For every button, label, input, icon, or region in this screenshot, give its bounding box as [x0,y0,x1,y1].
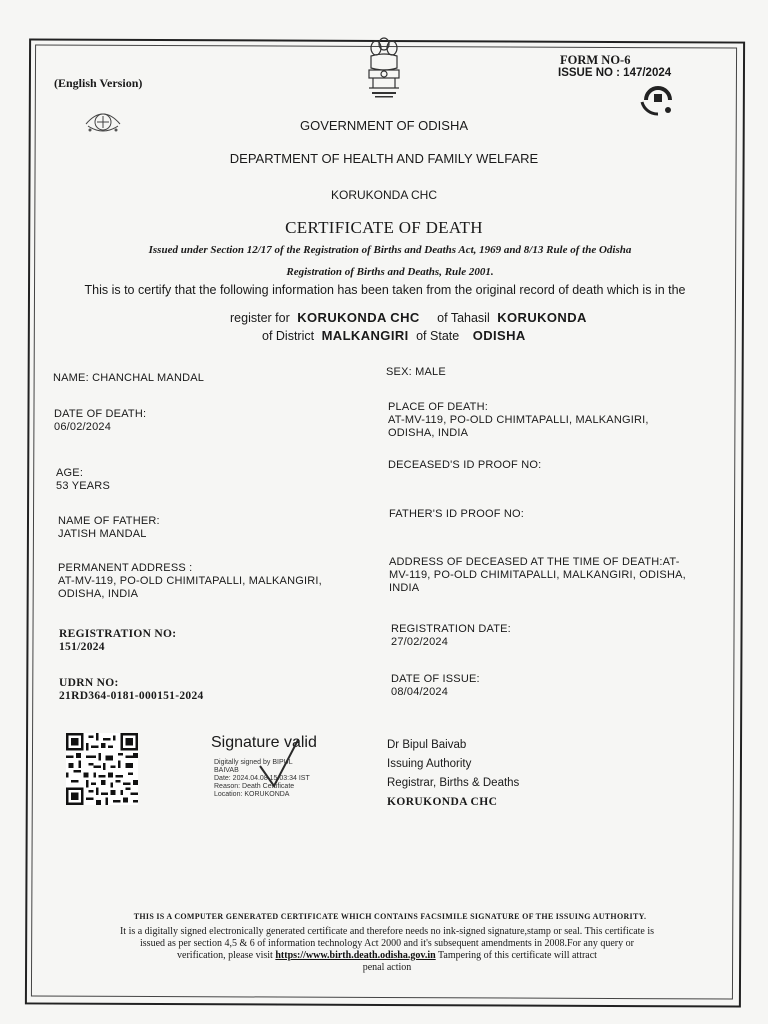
footer-line4: penal action [362,962,412,973]
registration-no-value: 151/2024 [59,641,105,653]
date-of-death-value: 06/02/2024 [54,421,112,433]
register-for-label: register for [230,311,290,325]
footer-line3 [52,950,722,962]
department-heading: DEPARTMENT OF HEALTH AND FAMILY WELFARE [229,151,539,166]
certify-statement: This is to certify that the following information has been taken from the original record of death which is in the [84,283,686,297]
registration-date-label: REGISTRATION DATE: [391,623,511,635]
udrn-value: 21RD364-0181-000151-2024 [59,690,204,702]
signature-meta-line1: Digitally signed by BIPUL [214,759,293,766]
permanent-address-line2: ODISHA, INDIA [58,588,139,600]
qr-code-icon [66,733,138,805]
signature-meta-line5: Location: KORUKONDA [214,791,290,798]
district-label: of District [262,329,315,343]
udrn-field [59,677,204,703]
date-of-issue-label: DATE OF ISSUE: [391,673,480,685]
tahasil-label: of Tahasil [437,311,490,325]
authority-designation: Registrar, Births & Deaths [387,777,520,789]
age-value: 53 YEARS [56,480,110,492]
date-of-issue-value: 08/04/2024 [391,686,449,698]
issued-under-line2: Registration of Births and Deaths, Rule 2001. [286,266,494,278]
permanent-address-line1: AT-MV-119, PO-OLD CHIMITAPALLI, MALKANGIRI, [58,575,322,587]
address-at-death-line1: ADDRESS OF DECEASED AT THE TIME OF DEATH:AT- [389,556,680,568]
register-line [230,310,587,325]
udrn-label: UDRN NO: [59,677,119,689]
form-number: FORM NO-6 [560,53,631,67]
address-at-death-line3: INDIA [389,582,420,594]
address-at-death-field [389,556,686,595]
place-of-death-line1: AT-MV-119, PO-OLD CHIMTAPALLI, MALKANGIRI, [388,414,649,426]
place-of-death-label: PLACE OF DEATH: [388,401,488,413]
date-of-death-label: DATE OF DEATH: [54,408,147,420]
deceased-sex: SEX: MALE [386,366,446,378]
district-value: MALKANGIRI [321,328,409,343]
footer-line3-before: verification, please visit [177,950,273,961]
footer-line3-after: Tampering of this certificate will attract [438,950,597,961]
crs-logo-icon [638,80,678,116]
district-line [262,328,526,343]
signature-meta-line3: Date: 2024.04.08 15:03:34 IST [214,775,310,782]
tahasil-value: KORUKONDA [497,310,587,325]
signature-meta-line4: Reason: Death Certificate [214,783,295,790]
age-label: AGE: [56,467,84,479]
registration-no-label: REGISTRATION NO: [59,628,177,640]
office-heading: KORUKONDA CHC [330,188,437,202]
permanent-address-field [58,562,322,601]
father-id-proof-label: FATHER'S ID PROOF NO: [389,508,525,520]
authority-office: KORUKONDA CHC [387,796,498,808]
certificate-title: CERTIFICATE OF DEATH [285,218,483,237]
english-version-label: (English Version) [54,76,143,90]
address-at-death-line2: MV-119, PO-OLD CHIMITAPALLI, MALKANGIRI, ODISHA, [389,569,686,581]
father-name-value: JATISH MANDAL [58,528,147,540]
registration-date-field [391,623,511,649]
signature-valid-status: Signature valid [211,734,317,751]
registration-date-value: 27/02/2024 [391,636,449,648]
deceased-name: NAME: CHANCHAL MANDAL [53,372,205,384]
father-name-label: NAME OF FATHER: [58,515,160,527]
authority-role: Issuing Authority [387,758,472,770]
state-label: of State [416,329,460,343]
signature-details [214,759,310,799]
verification-link[interactable]: https://www.birth.death.odisha.gov.in [275,950,436,961]
issued-under-line1: Issued under Section 12/17 of the Registration of Births and Deaths Act, 1969 and 8/13 Rule of the Odisha [148,244,632,256]
computer-generated-notice: THIS IS A COMPUTER GENERATED CERTIFICATE WHICH CONTAINS FACSIMILE SIGNATURE OF THE ISSUING AUTHORITY. [133,912,647,921]
footer-text [52,926,722,974]
national-emblem-icon [361,34,407,104]
father-name-field [58,515,160,541]
date-of-issue-field [391,673,480,699]
footer-line1: It is a digitally signed electronically generated certificate and therefore needs no ink-signed signature,stamp or seal. This certificate is [119,926,655,937]
government-heading: GOVERNMENT OF ODISHA [299,118,469,133]
authority-name: Dr Bipul Baivab [387,739,467,751]
footer-line2: issued as per section 4,5 & 6 of information technology Act 2000 and it's subsequent amendments in 2008.For any query or [140,938,634,949]
state-value: ODISHA [472,328,526,343]
date-of-death-field [54,408,146,434]
place-of-death-field [388,401,649,440]
deceased-id-proof-label: DECEASED'S ID PROOF NO: [388,459,542,471]
age-field [56,467,110,493]
issue-number: ISSUE NO : 147/2024 [558,67,672,79]
issuing-authority-block [387,736,519,812]
permanent-address-label: PERMANENT ADDRESS : [58,562,193,574]
registration-no-field [59,628,176,654]
place-of-death-line2: ODISHA, INDIA [388,427,469,439]
signature-meta-line2: BAIVAB [214,767,239,774]
register-for-value: KORUKONDA CHC [297,310,420,325]
